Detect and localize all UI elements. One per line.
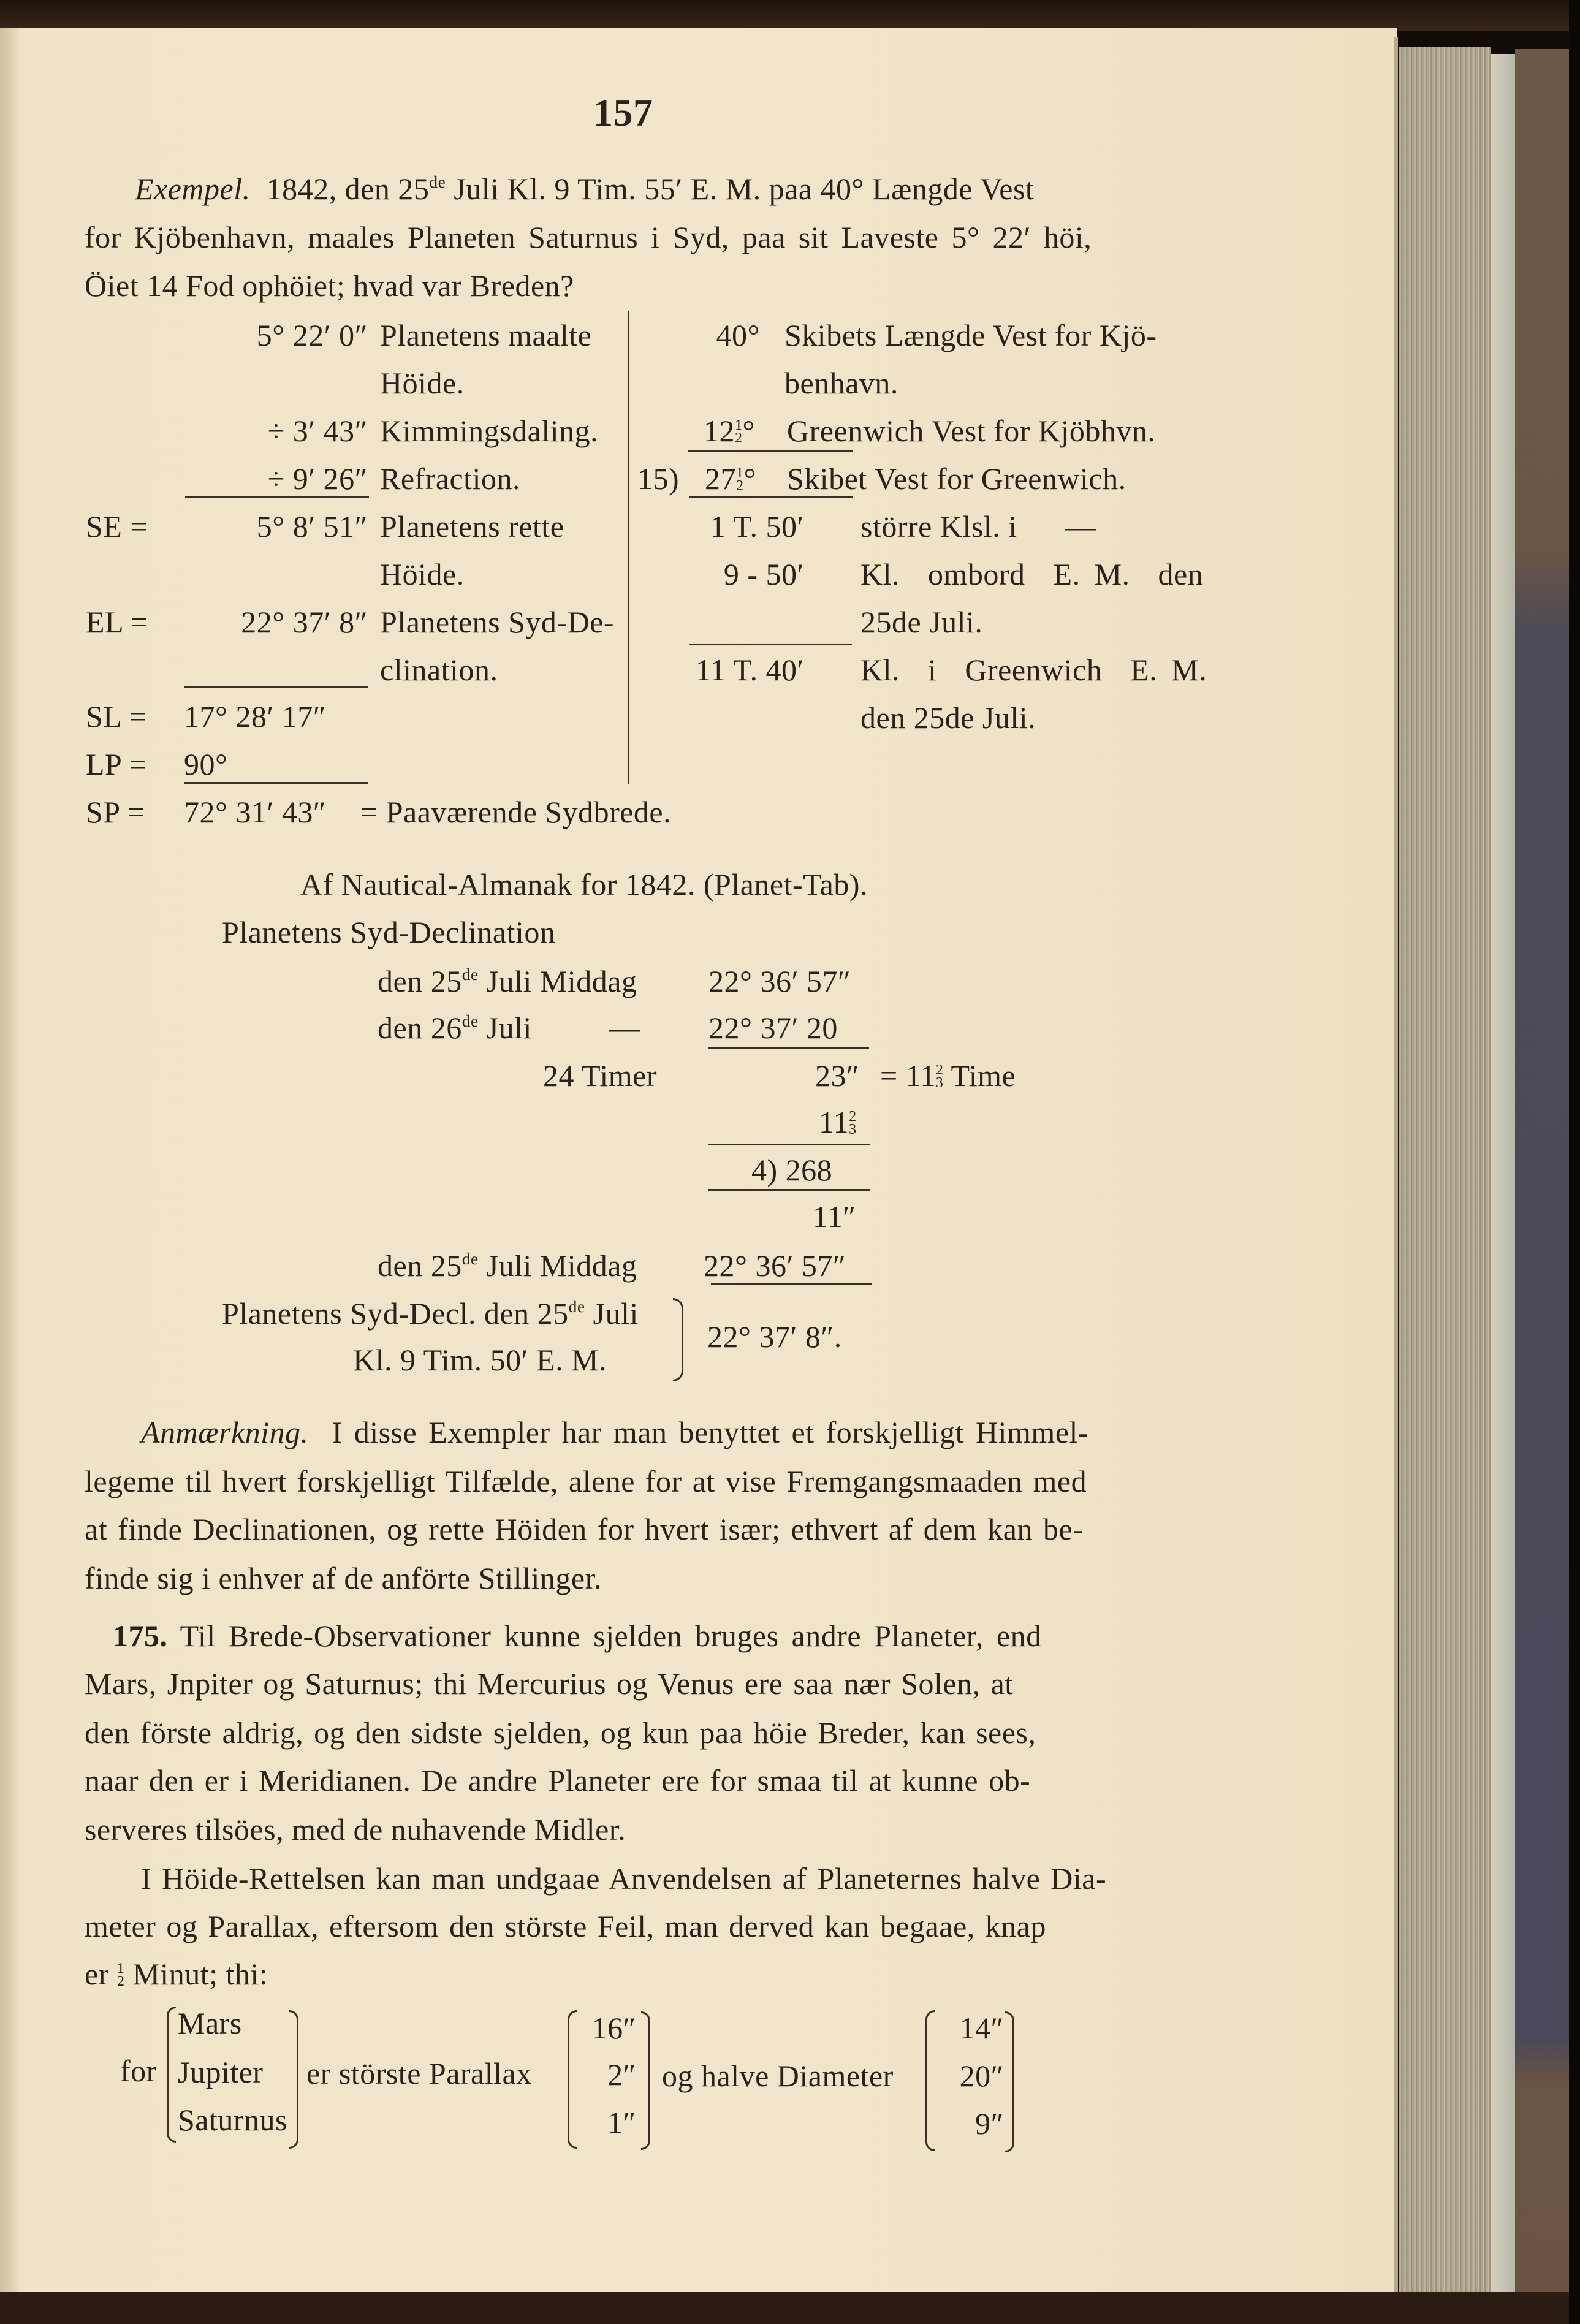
half-diameter-value: 9″	[975, 2106, 1004, 2141]
right-brace	[641, 2011, 650, 2150]
calc-value: 9 - 50′	[723, 557, 804, 591]
calc-value: 5° 8′ 51″	[256, 509, 368, 544]
remark-label: Anmærkning.	[141, 1415, 309, 1449]
calc-desc: Greenwich Vest for Kjöbhvn.	[787, 414, 1156, 448]
example-line-2: for Kjöbenhavn, maales Planeten Saturnus i Syd, paa sit Laveste 5° 22′ höi,	[85, 220, 1092, 254]
column-divider	[628, 311, 629, 784]
parallax-value: 1″	[607, 2105, 636, 2140]
section-line: 175. Til Brede-Observationer kunne sjelden bruges andre Planeter, end	[113, 1619, 1042, 1653]
remark-line: at finde Declinationen, og rette Höiden for hvert især; ethvert af dem kan be-	[85, 1512, 1084, 1546]
calc-desc: Kl. i Greenwich E. M.	[860, 653, 1207, 687]
planet-name: Mars	[178, 2006, 242, 2040]
calc-value: 72° 31′ 43″	[184, 795, 327, 829]
ditto-dash: —	[609, 1011, 640, 1045]
calc-desc: Planetens maalte	[380, 318, 592, 352]
calc-value: 27 1 2 °	[705, 461, 756, 496]
sum-rule	[689, 644, 852, 645]
result-label: Planetens Syd-Decl. den 25de Juli	[222, 1296, 639, 1331]
fraction-half: 1 2	[735, 417, 743, 447]
parallax-value: 16″	[591, 2011, 636, 2045]
almanac-row-value: 22° 36′ 57″	[708, 964, 851, 998]
right-brace	[1005, 2011, 1014, 2152]
calc-desc: = Paaværende Sydbrede.	[360, 795, 672, 829]
result-rule	[184, 782, 368, 784]
calc-symbol: SL =	[86, 699, 147, 734]
almanac-heading: Af Nautical-Almanak for 1842. (Planet-Tab).	[300, 867, 868, 902]
almanac-row-label: 24 Timer	[543, 1058, 658, 1093]
sum-rule	[688, 450, 853, 452]
calc-desc: Planetens rette	[380, 509, 564, 544]
calc-desc: Planetens Syd-De-	[380, 605, 615, 639]
fraction-half: 1 2	[736, 465, 744, 495]
parallax-label: er störste Parallax	[306, 2056, 532, 2090]
book-cover-top	[0, 0, 1580, 31]
difference-rule	[708, 1047, 869, 1049]
example-label: Exempel.	[135, 172, 251, 206]
remark-line: Anmærkning. I disse Exempler har man benyttet et forskjelligt Himmel-	[141, 1415, 1089, 1449]
almanac-row-label: den 25de Juli Middag	[378, 964, 637, 998]
section-line: den förste aldrig, og den sidste sjelden, og kun paa höie Breder, kan sees,	[85, 1715, 1036, 1750]
calc-symbol: LP =	[86, 747, 147, 781]
half-diameter-value: 20″	[959, 2059, 1004, 2093]
remark-line: finde sig i enhver af de anförte Stillinger.	[85, 1561, 602, 1595]
almanac-subheading: Planetens Syd-Declination	[222, 915, 556, 949]
calc-value: ÷ 9′ 26″	[267, 461, 368, 496]
almanac-row-value: 22° 36′ 57″	[704, 1248, 846, 1283]
multiplier: 11 2 3	[819, 1105, 857, 1139]
section-number: 175.	[113, 1619, 168, 1653]
division-rule	[689, 496, 853, 498]
section-line: I Höide-Rettelsen kan man undgaae Anvendelsen af Planeternes halve Dia-	[141, 1861, 1107, 1896]
quotient: 11″	[813, 1199, 856, 1234]
page-number: 157	[593, 91, 653, 134]
endpaper-edge	[1491, 54, 1515, 2297]
calc-value: 12 1 2 °	[704, 414, 755, 448]
calc-value: 11 T. 40′	[695, 653, 804, 687]
difference-rule	[184, 686, 368, 688]
remark-line: legeme til hvert forskjelligt Tilfælde, alene for at vise Fremgangsmaaden med	[85, 1464, 1087, 1498]
half-diameter-value: 14″	[959, 2011, 1004, 2045]
almanac-row-value: 22° 37′ 20	[708, 1011, 838, 1045]
right-brace	[673, 1298, 683, 1381]
product-rule	[708, 1144, 870, 1145]
calc-desc: clination.	[380, 653, 498, 687]
calc-value: 5° 22′ 0″	[256, 318, 368, 352]
calc-desc: den 25de Juli.	[860, 701, 1036, 735]
calc-desc: 25de Juli.	[860, 605, 983, 639]
diameter-label: og halve Diameter	[662, 2059, 894, 2093]
book-board-cover	[1515, 49, 1571, 2311]
section-line: naar den er i Meridianen. De andre Planeter ere for smaa til at kunne ob-	[85, 1763, 1031, 1798]
section-line: er 1 2 Minut; thi:	[85, 1957, 268, 1991]
book-cover-bottom	[0, 2292, 1580, 2324]
calc-value: ÷ 3′ 43″	[267, 414, 368, 448]
result-value: 22° 37′ 8″.	[707, 1320, 842, 1354]
calc-value: 40°	[716, 318, 760, 352]
calc-desc: Kimmingsdaling.	[380, 414, 599, 448]
parallax-value: 2″	[607, 2057, 636, 2092]
calc-value: 17° 28′ 17″	[184, 699, 327, 734]
right-brace	[289, 2010, 298, 2149]
calc-value: 90°	[184, 747, 228, 781]
calc-desc: Kl. ombord E. M. den	[860, 557, 1204, 591]
result-label: Kl. 9 Tim. 50′ E. M.	[353, 1343, 607, 1377]
left-brace	[167, 2007, 176, 2143]
calc-value: 22° 37′ 8″	[241, 605, 368, 639]
calc-prefix: 15)	[637, 461, 680, 496]
sum-rule	[711, 1283, 872, 1285]
example-line-3: Öiet 14 Fod ophöiet; hvad var Breden?	[85, 268, 574, 303]
division: 4) 268	[751, 1153, 833, 1187]
almanac-row-value: 23″	[815, 1058, 860, 1093]
calc-value: 1 T. 50′	[710, 509, 804, 544]
section-line: serveres tilsöes, med de nuhavende Midler.	[85, 1812, 626, 1847]
calc-desc: Skibets Længde Vest for Kjö-	[784, 318, 1157, 352]
almanac-row-label: den 26de Juli	[378, 1011, 532, 1045]
calc-symbol: SP =	[86, 795, 145, 829]
sum-rule	[185, 496, 369, 498]
calc-desc: Höide.	[380, 366, 465, 400]
background	[1569, 0, 1580, 2324]
planet-name: Jupiter	[178, 2055, 264, 2089]
planet-name: Saturnus	[178, 2103, 287, 2137]
calc-desc: benhavn.	[784, 366, 898, 400]
calc-desc: Skibet Vest for Greenwich.	[787, 461, 1126, 496]
calc-symbol: SE =	[86, 509, 148, 544]
section-line: Mars, Jnpiter og Saturnus; thi Mercurius og Venus ere saa nær Solen, at	[85, 1666, 1014, 1701]
for-label: for	[120, 2054, 157, 2088]
calc-desc: större Klsl. i —	[860, 509, 1096, 544]
page-stack-edges	[1399, 47, 1491, 2302]
example-line-1: Exempel. 1842, den 25de Juli Kl. 9 Tim. 55′ E. M. paa 40° Længde Vest	[135, 172, 1035, 206]
page-edge	[1394, 37, 1398, 2304]
calc-desc: Refraction.	[380, 461, 521, 496]
hours-equivalent: = 11 2 3 Time	[880, 1058, 1016, 1093]
section-line: meter og Parallax, eftersom den störste Feil, man derved kan begaae, knap	[85, 1909, 1046, 1943]
calc-desc: Höide.	[380, 557, 465, 591]
page-gutter	[0, 28, 18, 2308]
calc-symbol: EL =	[86, 605, 148, 639]
almanac-row-label: den 25de Juli Middag	[378, 1248, 637, 1283]
quotient-rule	[708, 1189, 870, 1191]
